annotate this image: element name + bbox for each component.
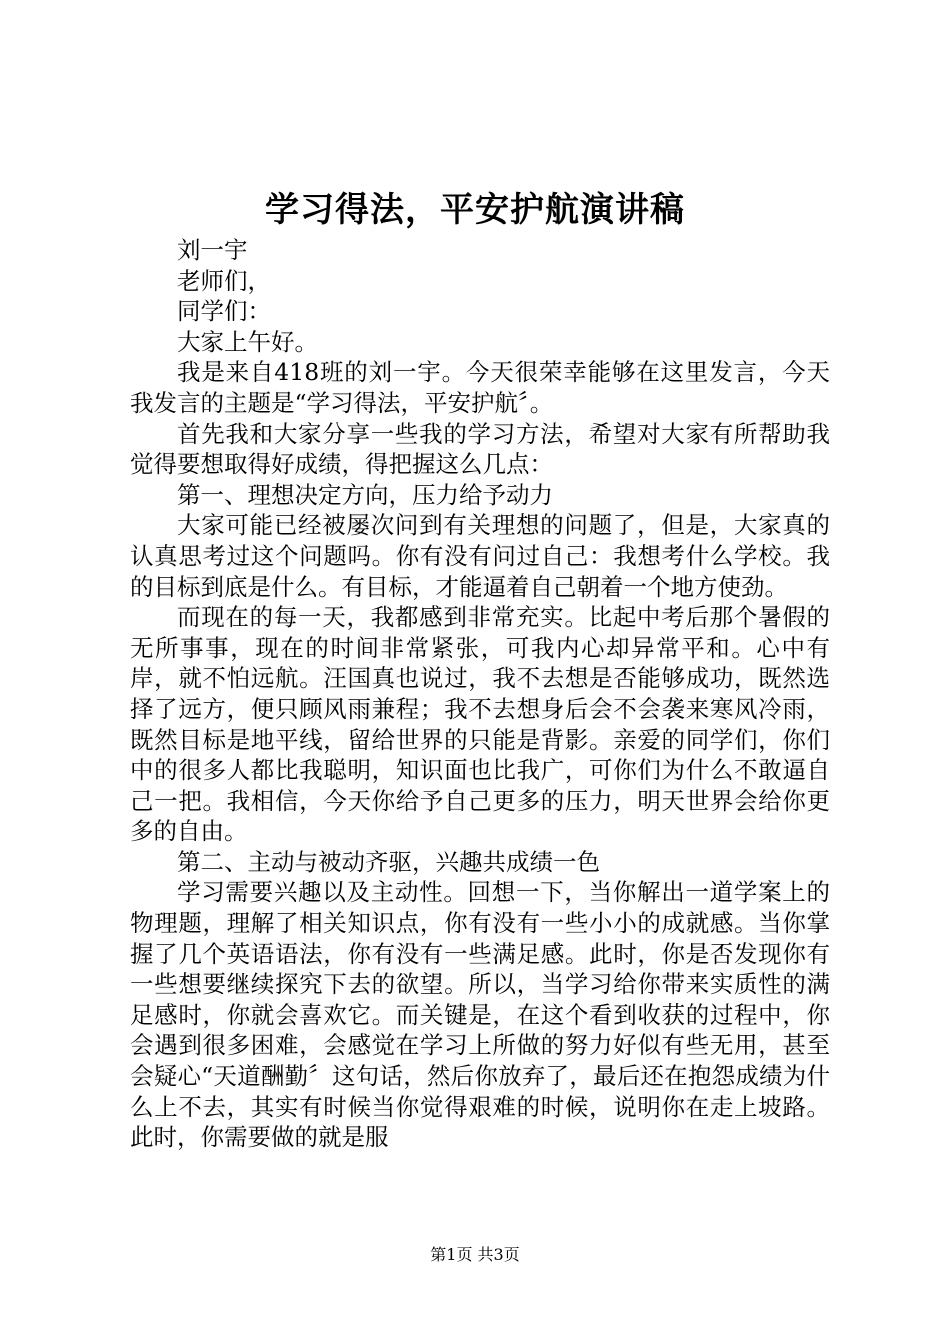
document-title: 学习得法，平安护航演讲稿 (265, 190, 685, 230)
intro-paragraph: 我是来自418班的刘一宇。今天很荣幸能够在这里发言，今天我发言的主题是“学习得法，平安护航〞。 (130, 358, 830, 417)
section-heading-2: 第二、主动与被动齐驱，兴趣共成绩一色 (177, 847, 600, 876)
salutation-teachers: 老师们， (177, 266, 271, 295)
body-paragraph: 学习需要兴趣以及主动性。回想一下，当你解出一道学案上的物理题，理解了相关知识点，你有没有一些小小的成就感。当你掌握了几个英语语法，你有没有一些满足感。此时，你是否发现你有一些想要继续探究下去的欲望。所以，当学习给你带来实质性的满足感时，你就会喜欢它。而关键是，在这个看到收获的过程中，你会遇到很多困难，会感觉在学习上所做的努力好似有些无用，甚至会疑心“天道酬勤〞这句话，然后你放弃了，最后还在抱怨成绩为什么上不去，其实有时候当你觉得艰难的时候，说明你在走上坡路。此时，你需要做的就是服 (130, 878, 830, 1152)
greeting: 大家上午好。 (177, 327, 318, 356)
body-paragraph: 大家可能已经被屡次问到有关理想的问题了，但是，大家真的认真思考过这个问题吗。你有没有问过自己：我想考什么学校。我的目标到底是什么。有目标，才能逼着自己朝着一个地方使劲。 (130, 511, 830, 601)
author-line: 刘一宇 (177, 236, 248, 264)
salutation-students: 同学们： (177, 297, 271, 326)
page-footer: 第1页 共3页 (430, 1245, 520, 1264)
body-paragraph: 而现在的每一天，我都感到非常充实。比起中考后那个暑假的无所事事，现在的时间非常紧张，可我内心却异常平和。心中有岸，就不怕远航。汪国真也说过，我不去想是否能够成功，既然选择了远方，便只顾风雨兼程；我不去想身后会不会袭来寒风冷雨，既然目标是地平线，留给世界的只能是背影。亲爱的同学们，你们中的很多人都比我聪明，知识面也比我广，可你们为什么不敢逼自己一把。我相信，今天你给予自己更多的压力，明天世界会给你更多的自由。 (130, 603, 830, 846)
method-intro-paragraph: 首先我和大家分享一些我的学习方法，希望对大家有所帮助我觉得要想取得好成绩，得把握这么几点： (130, 419, 830, 479)
section-heading-1: 第一、理想决定方向，压力给予动力 (177, 480, 553, 509)
document-body (130, 235, 830, 1153)
